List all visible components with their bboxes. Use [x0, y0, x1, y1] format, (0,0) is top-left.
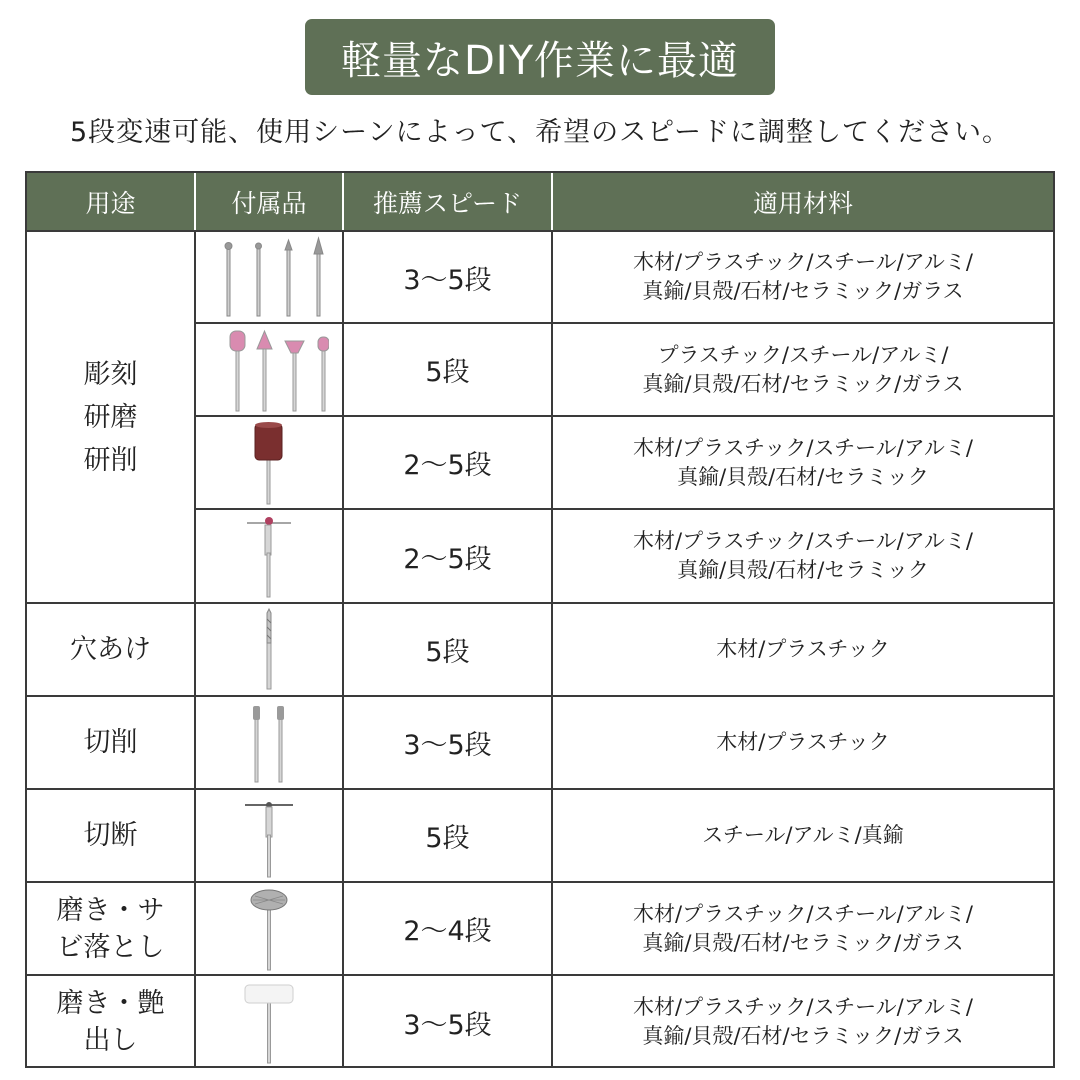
header-usage: 用途	[27, 173, 194, 230]
materials-line: 真鍮/貝殻/石材/セラミック	[677, 464, 929, 489]
materials-line: 木材/プラスチック/スチール/アルミ/	[633, 435, 973, 460]
materials-line: 木材/プラスチック	[716, 637, 890, 661]
materials-cell	[553, 324, 1053, 415]
speed-cell: 2〜4段	[403, 916, 492, 947]
router-bit-set-icon	[196, 697, 342, 788]
usage-line: 研削	[83, 444, 138, 476]
materials-cell	[553, 976, 1053, 1068]
usage-line: ビ落とし	[56, 931, 165, 963]
grinding-stone-set-icon	[196, 324, 342, 415]
materials-line: 木材/プラスチック/スチール/アルミ/	[633, 529, 973, 553]
materials-line: 真鍮/貝殻/石材/セラミック/ガラス	[642, 930, 964, 955]
usage-cell	[27, 604, 194, 695]
header-accessory: 付属品	[196, 173, 342, 230]
usage-line: 切断	[83, 820, 138, 851]
usage-table	[25, 171, 1055, 1068]
usage-line: 磨き・サ	[56, 894, 165, 926]
header-divider	[342, 173, 344, 230]
speed-cell: 5段	[425, 637, 470, 668]
speed-cell: 2〜5段	[403, 450, 492, 481]
drill-bit-icon	[196, 604, 342, 695]
materials-line: 真鍮/貝殻/石材/セラミック/ガラス	[642, 279, 964, 303]
cutting-disc-mandrel-icon	[196, 510, 342, 602]
materials-line: 木材/プラスチック/スチール/アルミ/	[633, 901, 973, 926]
speed-cell: 5段	[425, 357, 470, 388]
wire-brush-icon	[196, 883, 342, 974]
page-title: 軽量なDIY作業に最適	[305, 19, 775, 95]
usage-line: 彫刻	[83, 358, 138, 390]
speed-cell: 3〜5段	[403, 1009, 492, 1041]
materials-line: 木材/プラスチック/スチール/アルミ/	[633, 250, 973, 274]
header-divider	[194, 173, 196, 230]
materials-cell	[553, 790, 1053, 881]
page-subtitle: 5段変速可能、使用シーンによって、希望のスピードに調整してください。	[69, 117, 1011, 148]
speed-cell: 3〜5段	[403, 730, 492, 761]
usage-line: 切削	[83, 727, 138, 758]
materials-line: 木材/プラスチック/スチール/アルミ/	[633, 995, 973, 1019]
materials-cell	[553, 232, 1053, 322]
usage-cell	[27, 883, 194, 974]
cutoff-wheel-icon	[196, 790, 342, 881]
speed-cell: 5段	[425, 823, 470, 854]
materials-cell	[553, 604, 1053, 695]
materials-cell	[553, 697, 1053, 788]
materials-cell	[553, 510, 1053, 602]
sanding-drum-icon	[196, 417, 342, 508]
header-speed: 推薦スピード	[344, 173, 551, 230]
materials-line: 真鍮/貝殻/石材/セラミック	[677, 558, 929, 582]
engraving-bit-set-icon	[196, 232, 342, 322]
materials-line: 真鍮/貝殻/石材/セラミック/ガラス	[642, 371, 964, 396]
materials-line: 木材/プラスチック	[716, 730, 890, 754]
header-materials: 適用材料	[553, 173, 1053, 230]
materials-line: 真鍮/貝殻/石材/セラミック/ガラス	[642, 1024, 964, 1048]
felt-polishing-wheel-icon	[196, 976, 342, 1068]
materials-line: プラスチック/スチール/アルミ/	[657, 342, 949, 367]
materials-cell	[553, 417, 1053, 508]
usage-line: 研磨	[83, 401, 138, 433]
speed-cell: 2〜5段	[403, 543, 492, 575]
usage-line: 磨き・艶	[56, 988, 165, 1019]
usage-cell	[27, 232, 194, 602]
materials-line: スチール/アルミ/真鍮	[702, 823, 904, 847]
usage-cell	[27, 790, 194, 881]
usage-line: 出し	[83, 1025, 138, 1056]
usage-cell	[27, 697, 194, 788]
materials-cell	[553, 883, 1053, 974]
usage-line: 穴あけ	[70, 634, 151, 665]
speed-cell: 3〜5段	[403, 264, 492, 296]
usage-cell	[27, 976, 194, 1068]
header-divider	[551, 173, 553, 230]
